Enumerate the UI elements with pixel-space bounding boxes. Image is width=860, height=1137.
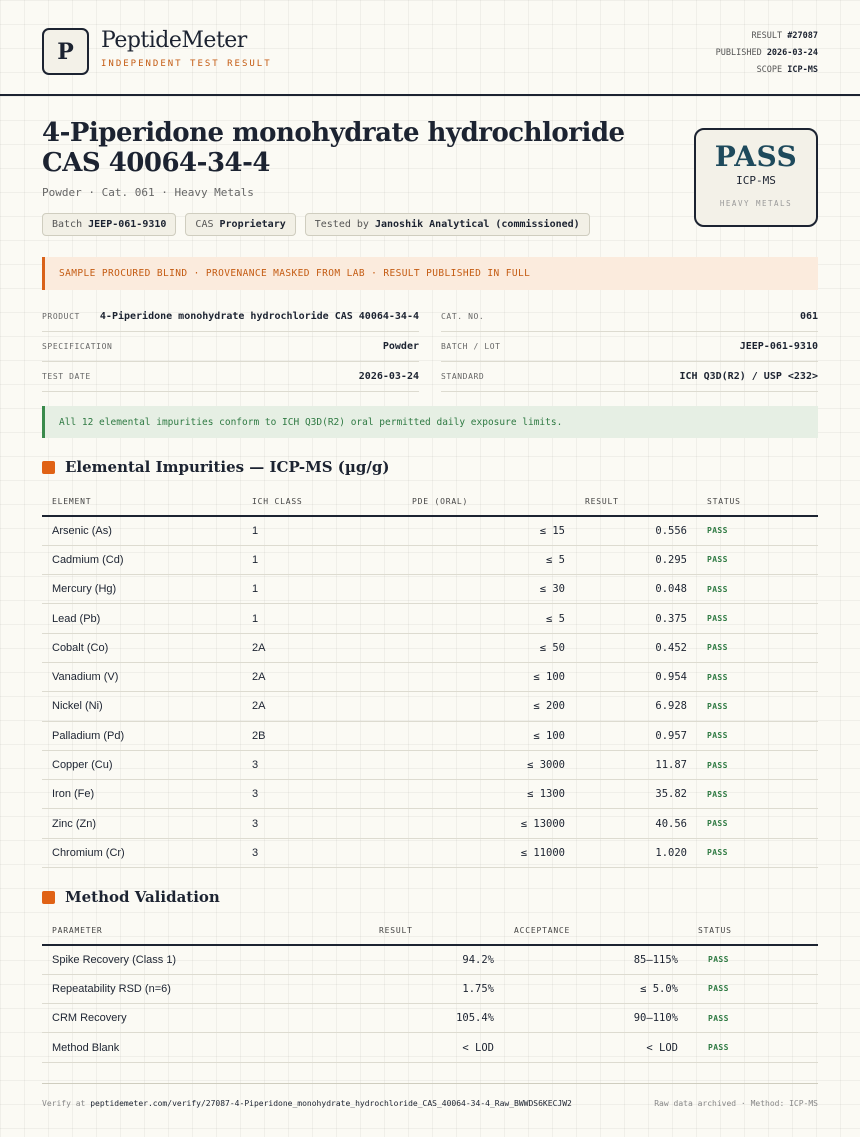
element-cell: Iron (Fe) [42, 780, 242, 809]
info-date [42, 362, 419, 392]
status-cell: PASS [688, 1033, 818, 1062]
element-cell: Nickel (Ni) [42, 692, 242, 721]
ich-class-cell: 1 [242, 545, 402, 574]
acceptance-cell: < LOD [504, 1033, 688, 1062]
element-cell: Mercury (Hg) [42, 575, 242, 604]
column-header: PDE (ORAL) [402, 488, 575, 516]
info-spec [42, 332, 419, 362]
stamp-method: ICP-MS [736, 174, 776, 187]
validation-table [42, 917, 818, 1063]
ich-class-cell: 3 [242, 750, 402, 779]
status-cell: PASS [697, 604, 818, 633]
procurement-banner: SAMPLE PROCURED BLIND · PROVENANCE MASKED FROM LAB · RESULT PUBLISHED IN FULL [42, 257, 818, 290]
validation-section-title [42, 888, 220, 906]
parameter-cell: Method Blank [42, 1033, 269, 1062]
result-cell: 105.4% [269, 1004, 504, 1033]
tested-by-label: Tested by [314, 219, 369, 230]
info-value: Powder [382, 341, 419, 352]
table-header-row [42, 917, 818, 945]
status-cell: PASS [697, 721, 818, 750]
info-key: PRODUCT [42, 312, 80, 321]
result-label: RESULT [751, 31, 783, 41]
status-cell: PASS [688, 974, 818, 1003]
chip-row [42, 213, 590, 236]
cas-chip-value: Proprietary [219, 219, 286, 230]
pde-cell: ≤ 200 [402, 692, 575, 721]
pde-cell: ≤ 1300 [402, 780, 575, 809]
info-batch [441, 332, 818, 362]
status-cell: PASS [697, 809, 818, 838]
element-cell: Chromium (Cr) [42, 838, 242, 867]
table-row [42, 945, 818, 974]
status-cell: PASS [697, 838, 818, 867]
acceptance-cell: 90–110% [504, 1004, 688, 1033]
column-header: PARAMETER [42, 917, 269, 945]
parameter-cell: Spike Recovery (Class 1) [42, 945, 269, 974]
ich-class-cell: 2B [242, 721, 402, 750]
info-key: STANDARD [441, 372, 485, 381]
table-row [42, 662, 818, 691]
scope-label: SCOPE [756, 65, 783, 75]
info-value: ICH Q3D(R2) / USP <232> [679, 371, 818, 382]
table-row [42, 575, 818, 604]
table-row [42, 809, 818, 838]
page-subtitle: Powder · Cat. 061 · Heavy Metals [42, 186, 254, 199]
info-key: TEST DATE [42, 372, 91, 381]
column-header: ACCEPTANCE [504, 917, 688, 945]
column-header: STATUS [697, 488, 818, 516]
table-row [42, 1033, 818, 1062]
tested-by-chip [305, 213, 590, 236]
parameter-cell: Repeatability RSD (n=6) [42, 974, 269, 1003]
info-grid [42, 302, 818, 392]
pde-cell: ≤ 5 [402, 545, 575, 574]
info-key: BATCH / LOT [441, 342, 501, 351]
table-row [42, 604, 818, 633]
status-cell: PASS [697, 750, 818, 779]
ich-class-cell: 1 [242, 516, 402, 545]
result-cell: 0.957 [575, 721, 697, 750]
scope-value: ICP-MS [787, 65, 818, 75]
table-row [42, 721, 818, 750]
pde-cell: ≤ 100 [402, 662, 575, 691]
info-key: SPECIFICATION [42, 342, 113, 351]
status-cell: PASS [697, 780, 818, 809]
column-header: RESULT [575, 488, 697, 516]
column-header: ELEMENT [42, 488, 242, 516]
verify-link[interactable]: peptidemeter.com/verify/27087-4-Piperidone_monohydrate_hydrochloride_CAS_40064-34-4_Raw_BWWDS6KECJW2 [90, 1099, 572, 1108]
status-cell: PASS [688, 945, 818, 974]
stamp-scope: HEAVY METALS [719, 199, 793, 208]
result-cell: 0.048 [575, 575, 697, 604]
ich-class-cell: 2A [242, 633, 402, 662]
pde-cell: ≤ 100 [402, 721, 575, 750]
element-cell: Cadmium (Cd) [42, 545, 242, 574]
element-cell: Copper (Cu) [42, 750, 242, 779]
cas-chip-label: CAS [195, 219, 214, 230]
table-row [42, 633, 818, 662]
cas-chip [185, 213, 295, 236]
result-cell: 11.87 [575, 750, 697, 779]
pde-cell: ≤ 5 [402, 604, 575, 633]
acceptance-cell: ≤ 5.0% [504, 974, 688, 1003]
ich-class-cell: 3 [242, 838, 402, 867]
tested-by-value: Janoshik Analytical (commissioned) [374, 219, 580, 230]
published-label: PUBLISHED [715, 48, 762, 58]
status-cell: PASS [697, 662, 818, 691]
status-cell: PASS [697, 575, 818, 604]
acceptance-cell: 85–115% [504, 945, 688, 974]
info-cat [441, 302, 818, 332]
info-product [42, 302, 419, 332]
info-value: 061 [799, 311, 818, 322]
column-header: STATUS [688, 917, 818, 945]
result-cell: < LOD [269, 1033, 504, 1062]
result-meta [716, 28, 818, 79]
section-marker-icon [42, 891, 55, 904]
info-value: JEEP-061-9310 [739, 341, 818, 352]
result-cell: 0.375 [575, 604, 697, 633]
status-cell: PASS [697, 516, 818, 545]
info-standard [441, 362, 818, 392]
archive-note: Raw data archived · Method: ICP-MS [654, 1099, 818, 1108]
conformance-notice: All 12 elemental impurities conform to ICH Q3D(R2) oral permitted daily exposure limits. [42, 406, 818, 438]
column-header: ICH CLASS [242, 488, 402, 516]
table-row [42, 780, 818, 809]
verify-label: Verify at [42, 1099, 86, 1108]
column-header: RESULT [269, 917, 504, 945]
table-row [42, 692, 818, 721]
table-row [42, 545, 818, 574]
result-cell: 35.82 [575, 780, 697, 809]
batch-chip-value: JEEP-061-9310 [88, 219, 167, 230]
batch-chip-label: Batch [52, 219, 83, 230]
status-cell: PASS [688, 1004, 818, 1033]
page-header [0, 0, 860, 96]
stamp-verdict: PASS [714, 140, 798, 173]
table-row [42, 974, 818, 1003]
ich-class-cell: 3 [242, 809, 402, 838]
section-marker-icon [42, 461, 55, 474]
result-cell: 94.2% [269, 945, 504, 974]
table-row [42, 838, 818, 867]
result-number: #27087 [787, 31, 818, 41]
brand-name: PeptideMeter [101, 28, 247, 53]
table-row [42, 1004, 818, 1033]
impurities-table [42, 488, 818, 868]
batch-chip [42, 213, 176, 236]
element-cell: Palladium (Pd) [42, 721, 242, 750]
logo: P [42, 28, 89, 75]
result-cell: 0.452 [575, 633, 697, 662]
pde-cell: ≤ 11000 [402, 838, 575, 867]
status-cell: PASS [697, 692, 818, 721]
ich-class-cell: 1 [242, 604, 402, 633]
result-cell: 0.954 [575, 662, 697, 691]
status-cell: PASS [697, 633, 818, 662]
pde-cell: ≤ 13000 [402, 809, 575, 838]
ich-class-cell: 3 [242, 780, 402, 809]
brand-tagline: INDEPENDENT TEST RESULT [101, 59, 272, 69]
element-cell: Lead (Pb) [42, 604, 242, 633]
pde-cell: ≤ 15 [402, 516, 575, 545]
table-row [42, 516, 818, 545]
info-value: 2026-03-24 [358, 371, 419, 382]
ich-class-cell: 2A [242, 692, 402, 721]
table-header-row [42, 488, 818, 516]
result-cell: 0.295 [575, 545, 697, 574]
result-cell: 6.928 [575, 692, 697, 721]
result-cell: 1.020 [575, 838, 697, 867]
status-cell: PASS [697, 545, 818, 574]
element-cell: Vanadium (V) [42, 662, 242, 691]
impurities-section-title [42, 458, 389, 476]
ich-class-cell: 1 [242, 575, 402, 604]
info-value: 4-Piperidone monohydrate hydrochloride CAS 40064-34-4 [99, 311, 419, 322]
validation-title-text: Method Validation [65, 888, 220, 906]
pde-cell: ≤ 3000 [402, 750, 575, 779]
pass-stamp [694, 128, 818, 227]
info-key: CAT. NO. [441, 312, 485, 321]
pde-cell: ≤ 30 [402, 575, 575, 604]
element-cell: Zinc (Zn) [42, 809, 242, 838]
pde-cell: ≤ 50 [402, 633, 575, 662]
page-footer [42, 1083, 818, 1108]
verify-line [42, 1099, 572, 1108]
impurities-title-text: Elemental Impurities — ICP-MS (µg/g) [65, 458, 390, 476]
element-cell: Cobalt (Co) [42, 633, 242, 662]
table-row [42, 750, 818, 779]
published-date: 2026-03-24 [766, 48, 818, 58]
element-cell: Arsenic (As) [42, 516, 242, 545]
result-cell: 1.75% [269, 974, 504, 1003]
parameter-cell: CRM Recovery [42, 1004, 269, 1033]
ich-class-cell: 2A [242, 662, 402, 691]
result-cell: 40.56 [575, 809, 697, 838]
result-cell: 0.556 [575, 516, 697, 545]
page-title: 4-Piperidone monohydrate hydrochloride CAS 40064-34-4 [42, 118, 625, 178]
